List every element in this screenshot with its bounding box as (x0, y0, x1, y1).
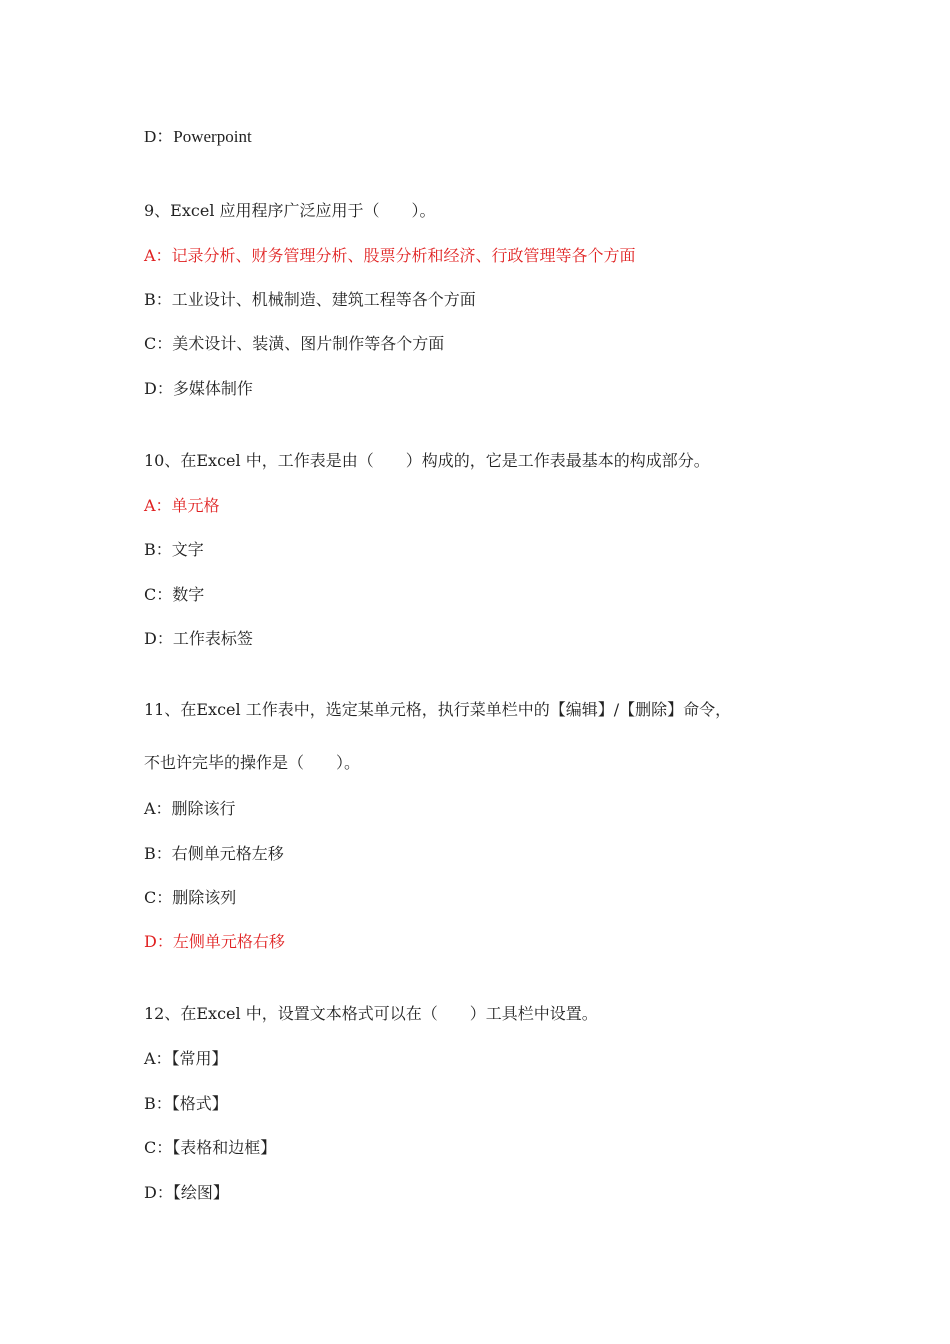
question-10-option-a-correct: A：单元格 (144, 496, 220, 515)
question-11-option-a: A：删除该行 (144, 799, 236, 818)
question-9-option-c: C：美术设计、装潢、图片制作等各个方面 (144, 334, 445, 353)
question-9-option-a-correct: A：记录分析、财务管理分析、股票分析和经济、行政管理等各个方面 (144, 246, 636, 265)
question-11-option-d-correct: D：左侧单元格右移 (144, 932, 285, 951)
question-12-option-d: D：【绘图】 (144, 1183, 229, 1202)
question-11-stem-line-1: 11、在Excel 工作表中，选定某单元格，执行菜单栏中的【编辑】/【删除】命令， (144, 700, 732, 719)
question-10-option-d: D：工作表标签 (144, 629, 253, 648)
question-12-stem: 12、在Excel 中，设置文本格式可以在（ ）工具栏中设置。 (144, 1004, 598, 1023)
question-12-option-b: B：【格式】 (144, 1094, 228, 1113)
previous-question-option-d: D：Powerpoint (144, 127, 252, 146)
question-10-option-c: C：数字 (144, 585, 205, 604)
question-11-option-c: C：删除该列 (144, 888, 237, 907)
question-12-option-a: A：【常用】 (144, 1049, 228, 1068)
question-9-stem: 9、Excel 应用程序广泛应用于（ ）。 (144, 201, 436, 220)
question-10-stem: 10、在Excel 中，工作表是由（ ）构成的，它是工作表最基本的构成部分。 (144, 451, 710, 470)
question-11-option-b: B：右侧单元格左移 (144, 844, 284, 863)
question-9-option-b: B：工业设计、机械制造、建筑工程等各个方面 (144, 290, 476, 309)
question-11-stem-line-2: 不也许完毕的操作是（ ）。 (144, 753, 361, 772)
question-10-option-b: B：文字 (144, 540, 204, 559)
question-12-option-c: C：【表格和边框】 (144, 1138, 277, 1157)
question-9-option-d: D：多媒体制作 (144, 379, 253, 398)
